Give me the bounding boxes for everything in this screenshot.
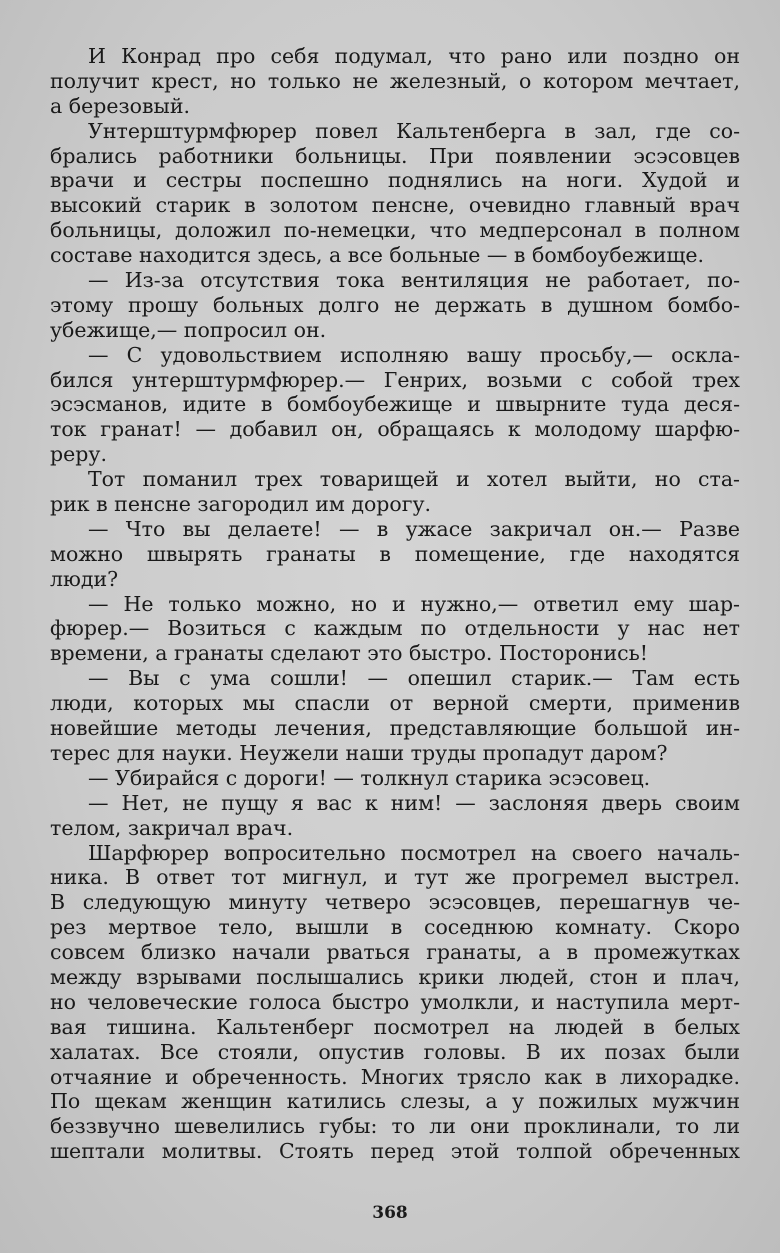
text-line: рез мертвое тело, вышли в соседнюю комнату. Скоро bbox=[50, 915, 740, 940]
text-line: времени, а гранаты сделают это быстро. Посторонись! bbox=[50, 641, 649, 666]
text-line: реру. bbox=[50, 442, 107, 467]
text-line: люди? bbox=[50, 566, 119, 591]
text-line: убежище,— попросил он. bbox=[50, 317, 327, 342]
text-line: между взрывами послышались крики людей, стон и плач, bbox=[50, 964, 740, 989]
body-text bbox=[50, 44, 740, 1164]
text-line: терес для науки. Неужели наши труды пропадут даром? bbox=[50, 740, 668, 765]
text-line: беззвучно шевелились губы: то ли они проклинали, то ли bbox=[50, 1114, 740, 1139]
text-line: этому прошу больных долго не держать в душном бомбо- bbox=[50, 292, 740, 317]
text-line: — Не только можно, но и нужно,— ответил ему шар- bbox=[88, 591, 740, 616]
text-line: составе находится здесь, а все больные — в бомбоубежище. bbox=[50, 243, 705, 268]
text-line: а березовый. bbox=[50, 93, 191, 118]
text-line: ника. В ответ тот мигнул, и тут же прогремел выстрел. bbox=[50, 865, 740, 890]
text-line: брались работники больницы. При появлении эсэсовцев bbox=[50, 143, 740, 168]
text-line: новейшие методы лечения, представляющие большой ин- bbox=[50, 716, 740, 741]
text-line: Унтерштурмфюрер повел Кальтенберга в зал, где со- bbox=[88, 118, 740, 143]
text-line: телом, закричал врач. bbox=[50, 815, 294, 840]
text-line: шептали молитвы. Стоять перед этой толпой обреченных bbox=[50, 1139, 740, 1164]
text-line: рик в пенсне загородил им дорогу. bbox=[50, 492, 432, 517]
text-line: Шарфюрер вопросительно посмотрел на своего началь- bbox=[88, 840, 740, 865]
text-line: — Из-за отсутствия тока вентиляция не работает, по- bbox=[88, 268, 740, 293]
text-line: врачи и сестры поспешно поднялись на ноги. Худой и bbox=[50, 168, 740, 193]
text-line: — С удовольствием исполняю вашу просьбу,— оскла- bbox=[88, 342, 740, 367]
text-line: Тот поманил трех товарищей и хотел выйти, но ста- bbox=[88, 467, 740, 492]
text-line: эсэсманов, идите в бомбоубежище и швырните туда деся- bbox=[50, 392, 740, 417]
text-line: можно швырять гранаты в помещение, где находятся bbox=[50, 541, 740, 566]
text-line: ток гранат! — добавил он, обращаясь к молодому шарфю- bbox=[50, 417, 740, 442]
text-line: получит крест, но только не железный, о котором мечтает, bbox=[50, 68, 740, 93]
text-line: халатах. Все стояли, опустив головы. В их позах были bbox=[50, 1039, 740, 1064]
text-line: — Вы с ума сошли! — опешил старик.— Там есть bbox=[88, 666, 740, 691]
text-line: И Конрад про себя подумал, что рано или поздно он bbox=[88, 44, 740, 68]
text-line: — Нет, не пущу я вас к ним! — заслоняя дверь своим bbox=[88, 790, 740, 815]
text-line: В следующую минуту четверо эсэсовцев, перешагнув че- bbox=[50, 890, 740, 915]
text-line: больницы, доложил по-немецки, что медперсонал в полном bbox=[50, 218, 740, 243]
text-line: — Убирайся с дороги! — толкнул старика эсэсовец. bbox=[88, 765, 651, 790]
text-line: — Что вы делаете! — в ужасе закричал он.— Разве bbox=[88, 516, 740, 541]
text-line: вая тишина. Кальтенберг посмотрел на людей в белых bbox=[50, 1014, 740, 1039]
text-line: совсем близко начали рваться гранаты, а в промежутках bbox=[50, 940, 740, 965]
text-line: высокий старик в золотом пенсне, очевидно главный врач bbox=[50, 193, 740, 218]
text-line: бился унтерштурмфюрер.— Генрих, возьми с собой трех bbox=[50, 367, 740, 392]
page-number: 368 bbox=[372, 1203, 408, 1223]
text-line: отчаяние и обреченность. Многих трясло как в лихорадке. bbox=[50, 1064, 740, 1089]
text-line: фюрер.— Возиться с каждым по отдельности у нас нет bbox=[50, 616, 740, 641]
text-line: но человеческие голоса быстро умолкли, и наступила мерт- bbox=[50, 989, 740, 1014]
text-line: По щекам женщин катились слезы, а у пожилых мужчин bbox=[50, 1089, 740, 1114]
text-line: люди, которых мы спасли от верной смерти, применив bbox=[50, 691, 740, 716]
